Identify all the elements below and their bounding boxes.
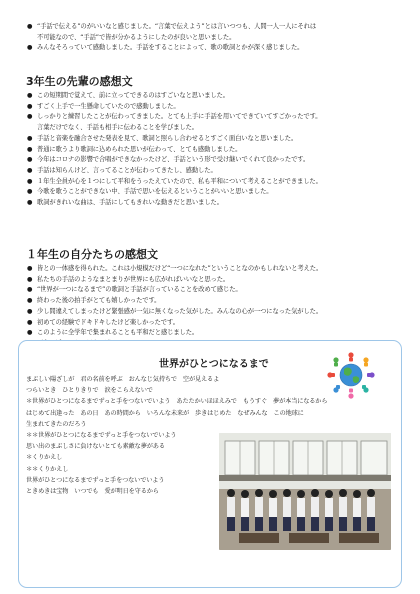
globe-icon: [340, 364, 362, 386]
lyric-line: はじめて出逢った あの日 あの時間から いろんな未来が 歩きはじめた なぜみんな この地球に: [26, 409, 304, 417]
lyric-line: 生まれてきたのだろう: [26, 420, 87, 428]
lyric-line: つらいとき ひとりきりで 涙をこらえないで: [26, 387, 153, 395]
section2-item-continuation: 言葉だけでなく、手話も相手に伝わることを学びました。: [37, 124, 198, 132]
lyric-line: ＊＊くりかえし: [26, 465, 69, 473]
lyric-line: 世界がひとつになるまでずっと手をつないでいよう: [26, 476, 165, 484]
section2-item: ● この短期間で覚えて、前に立ってできるのはすごいなと思いました。: [26, 91, 406, 102]
section3-item: ● 終わった後の拍手がとても嬉しかったです。: [26, 296, 411, 307]
intro-list: [26, 22, 406, 54]
section3-item: ● このように全学年で集まれることも平和だと感じました。: [26, 328, 411, 339]
section2-item: ● 普通に歌うより歌詞に込められた思いが伝わって、とても感動しました。: [26, 145, 406, 156]
section2-title: 3年生の先輩の感想文: [26, 75, 133, 88]
lyric-line: 思い出のまぶしさに負けないとても素敵な夢がある: [26, 443, 165, 451]
section2-item: ● 今年はコロナの影響で合唱ができなかったけど、手話という形で受け継いでくれて良かったです。: [26, 155, 406, 166]
globe-people-icon: [322, 350, 380, 400]
section2-item: ● 歌詞がきれいな曲は、手話にしてもきれいな動きだと思いました。: [26, 198, 406, 209]
section3-title: １年生の自分たちの感想文: [26, 248, 158, 261]
section2-item: ● １年生全員が心を１つにして平和をうったえていたので、私も平和について考えることができました。: [26, 177, 406, 188]
lyric-line: ＊くりかえし: [26, 454, 63, 462]
intro-item: ● “手話で伝える”のがいいなと感じました。“言葉で伝えよう”とは言いつつも、人間一人一人にそれは: [26, 22, 406, 33]
lyric-line: ＊＊世界がひとつになるまでずっと手をつないでいよう: [26, 432, 177, 440]
section3-item: ● 私たちの手話のようなまとまりが世界にも広がればいいなと思った。: [26, 275, 411, 286]
classroom-photo: [219, 433, 391, 550]
section2-item: ● すごく上手で一生懸命していたので感動しました。: [26, 102, 406, 113]
lyric-line: まぶしい陽ざしが 君の名前を呼ぶ おんなじ気持ちで 空が見えるよ: [26, 376, 220, 383]
section2-list: [26, 91, 406, 209]
section2-item: ● 手話と音楽を融合させた発表を見て、歌詞と照らし合わせるとすごく面白いなと思いました。: [26, 134, 406, 145]
section2-item: ● 今歌を歌うことができない中、手話で思いを伝えるということがいいと思いました。: [26, 187, 406, 198]
intro-item: ● みんなそろっていて感動しました。手話をすることによって、歌の歌詞とかが深く感じました。: [26, 43, 406, 54]
intro-item-continuation: 不可能なので、“手話”で皆が分かるようにしたのが良いと思いました。: [37, 33, 236, 41]
song-title: 世界がひとつになるまで: [159, 359, 269, 370]
section3-item: ● 初めての経験でドキドキしたけど楽しかったです。: [26, 318, 411, 329]
section3-item: ● 少し間違えてしまったけど緊張感が一気に無くなった気がした。みんなの心が一つになった気がした。: [26, 307, 411, 318]
section3-item: ● 皆との一体感を得られた。これは小規模だけど“一つになれた”ということなのかもしれないと考えた。: [26, 264, 411, 275]
section2-item: ● しっかりと練習したことが伝わってきました。とても上手に手話を用いてできていてすごかったです。: [26, 112, 406, 123]
lyric-line: ＊世界がひとつになるまでずっと手をつないでいよう あたたかいほほえみで もうすぐ 夢が本当になるから: [26, 398, 328, 406]
section3-item: ● “世界が一つになるまで”の歌詞と手話が言っていることを改めて感じた。: [26, 285, 411, 296]
section2-item: ● 手話は知らんけど、言ってることが伝わってきたし、感動した。: [26, 166, 406, 177]
song-lyrics-box: [18, 340, 402, 588]
lyric-line: ときめきは宝物 いつでも 愛が明日を守るから: [26, 488, 159, 496]
section3-list: [26, 264, 411, 350]
